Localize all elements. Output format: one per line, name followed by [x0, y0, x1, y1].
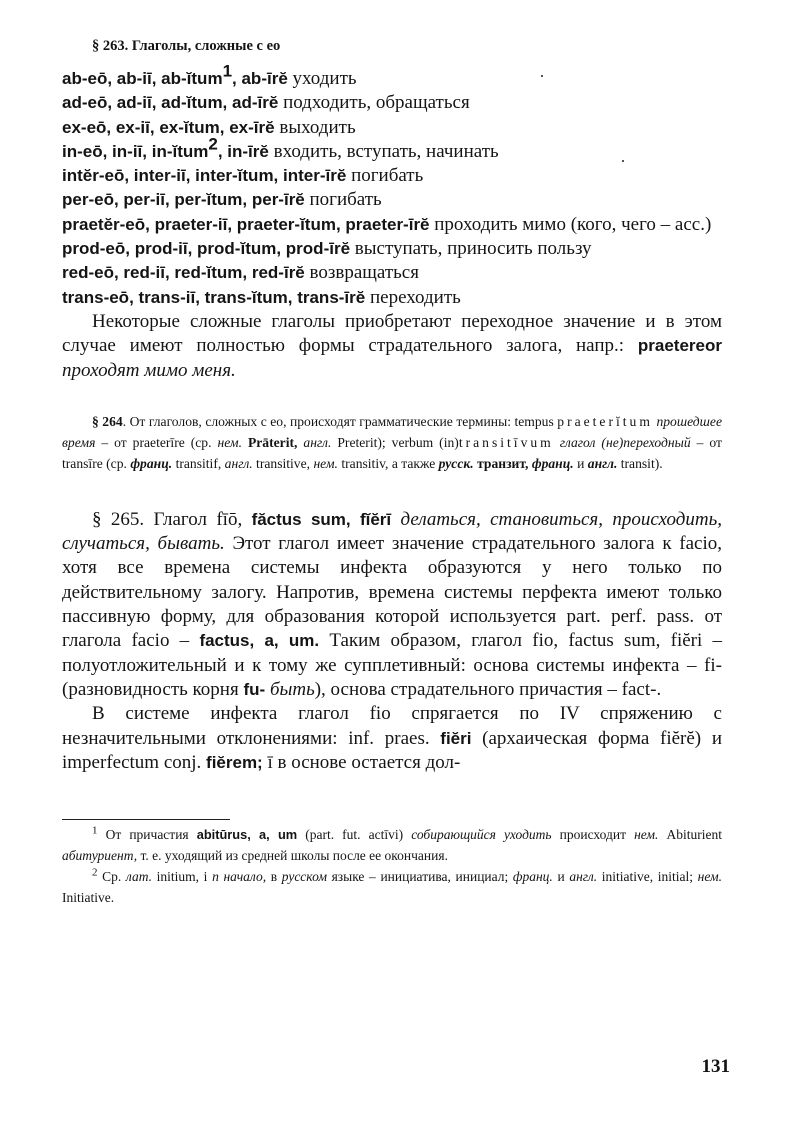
- section-265-number: § 265: [92, 508, 140, 530]
- verb-meaning: выступать, приносить пользу: [354, 238, 592, 260]
- term-praeteritum: praeterĭtum: [557, 413, 653, 429]
- verb-forms: in-eō, in-iī, in-ĭtum: [62, 141, 209, 161]
- section-265-paragraph-2: В системе инфекта глагол fio спрягается по IV спряжению с незначительными отклонениями: inf. praes. fiĕri (архаическая форма fiĕrĕ) и imperfectum conj. fiĕrem; ī в основе остается дол-: [62, 703, 722, 773]
- verb-meaning: переходить: [369, 286, 461, 308]
- verb-forms: trans-eō, trans-iī, trans-ĭtum, trans-īrĕ: [62, 287, 366, 307]
- footnote-divider: [62, 819, 230, 820]
- verb-meaning: погибать: [351, 165, 424, 187]
- verb-forms: ex-eō, ex-iī, ex-ĭtum, ex-īrĕ: [62, 117, 275, 137]
- footnote-mark: 2: [92, 866, 98, 879]
- verb-forms-rest: , ab-īrĕ: [232, 69, 288, 88]
- verb-forms: ab-eō, ab-iī, ab-ĭtum: [62, 69, 223, 88]
- footnote-2: $^2$ Ср. лат. initium, i n начало, в русском языке – инициатива, инициал; франц. и англ. initiative, initial; нем. Initiative.: [62, 866, 722, 906]
- verb-entry: [62, 116, 722, 140]
- section-264: § 264. От глаголов, сложных с ео, происходят грамматические термины: tempus praeterĭtum прошедшее время – от praeterīre (ср. нем. Prāterit, англ. Preterit); verbum (in)transitīvum глагол (не)переходный – от transīre (ср. франц. transitif, англ. transitive, нем. transitiv, а также русск. транзит, франц. и англ. transit).: [62, 413, 722, 471]
- verb-entry: [62, 286, 722, 310]
- section-265: § 265. Глагол fīō, făctus sum, fĭĕrī делаться, становиться, происходить, случаться, бывать. Этот глагол имеет значение страдательного залога к facio, хотя все времена системы инфекта образуются у него только по действительному залогу. Напротив, времена системы перфекта имеют только пассивную форму, для образования которой используется part. perf. pass. от глагола facio – factus, a, um. Таким образом, глагол fio, factus sum, fiĕri – полуотложительный и к тому же супплетивный: основа системы инфекта – fi- (разновидность корня fu- быть), основа страдательного причастия – fact-.: [62, 508, 723, 700]
- footnote-ref: 1: [222, 61, 233, 81]
- page-number: 131: [701, 1056, 730, 1077]
- verb-forms: per-eō, per-iī, per-ĭtum, per-īrĕ: [62, 190, 305, 210]
- footnote-ref: 2: [208, 134, 218, 154]
- footnotes: [62, 819, 722, 908]
- verb-forms: red-eō, red-iī, red-ĭtum, red-īrĕ: [62, 263, 305, 283]
- verb-meaning: погибать: [309, 189, 382, 211]
- verb-list: [62, 61, 722, 310]
- section-263-note: Некоторые сложные глаголы приобретают переходное значение и в этом случае имеют полностью формы страдательного залога, напр.: praetereor проходят мимо меня.: [62, 310, 722, 381]
- verb-meaning: возвращаться: [309, 262, 419, 284]
- verb-meaning: подходить, обращаться: [283, 92, 470, 114]
- verb-entry: [62, 164, 722, 188]
- verb-meaning: входить, вступать, начинать: [273, 140, 499, 162]
- verb-forms: praetĕr-eō, praeter-iī, praeter-ĭtum, praeter-īrĕ: [62, 214, 430, 234]
- verb-forms: prod-eō, prod-iī, prod-ĭtum, prod-īrĕ: [62, 239, 351, 259]
- note-example: praetereor: [637, 336, 722, 356]
- verb-entry: [62, 61, 722, 91]
- page-body: [62, 38, 722, 908]
- verb-entry: [62, 188, 722, 212]
- verb-entry: [62, 91, 722, 115]
- verb-meaning: выходить: [279, 116, 356, 138]
- verb-entry: [62, 237, 722, 261]
- verb-meaning: проходить мимо (кого, чего – acc.): [434, 213, 712, 235]
- scan-speck: [541, 75, 543, 77]
- footnote-mark: 1: [92, 824, 98, 837]
- footnote-1: $^1$ От причастия abitūrus, a, um (part. fut. actīvi) собирающийся уходить происходит нем. Abiturient абитуриент, т. е. уходящий из средней школы после ее окончания.: [62, 824, 722, 864]
- section-263-heading: § 263. Глаголы, сложные с ео: [92, 38, 281, 54]
- section-264-number: § 264: [92, 413, 123, 429]
- scan-speck: [622, 160, 624, 162]
- verb-entry: [62, 261, 722, 285]
- verb-forms: intĕr-eō, inter-iī, inter-ĭtum, inter-īrĕ: [62, 166, 347, 186]
- verb-meaning: уходить: [292, 68, 357, 89]
- verb-forms: ad-eō, ad-iī, ad-ĭtum, ad-īrĕ: [62, 93, 279, 113]
- term-transitivum: transitīvum: [458, 434, 554, 450]
- verb-entry: [62, 213, 722, 237]
- note-example-translation: проходят мимо меня.: [62, 359, 236, 381]
- verb-forms-rest: , in-īrĕ: [217, 141, 269, 161]
